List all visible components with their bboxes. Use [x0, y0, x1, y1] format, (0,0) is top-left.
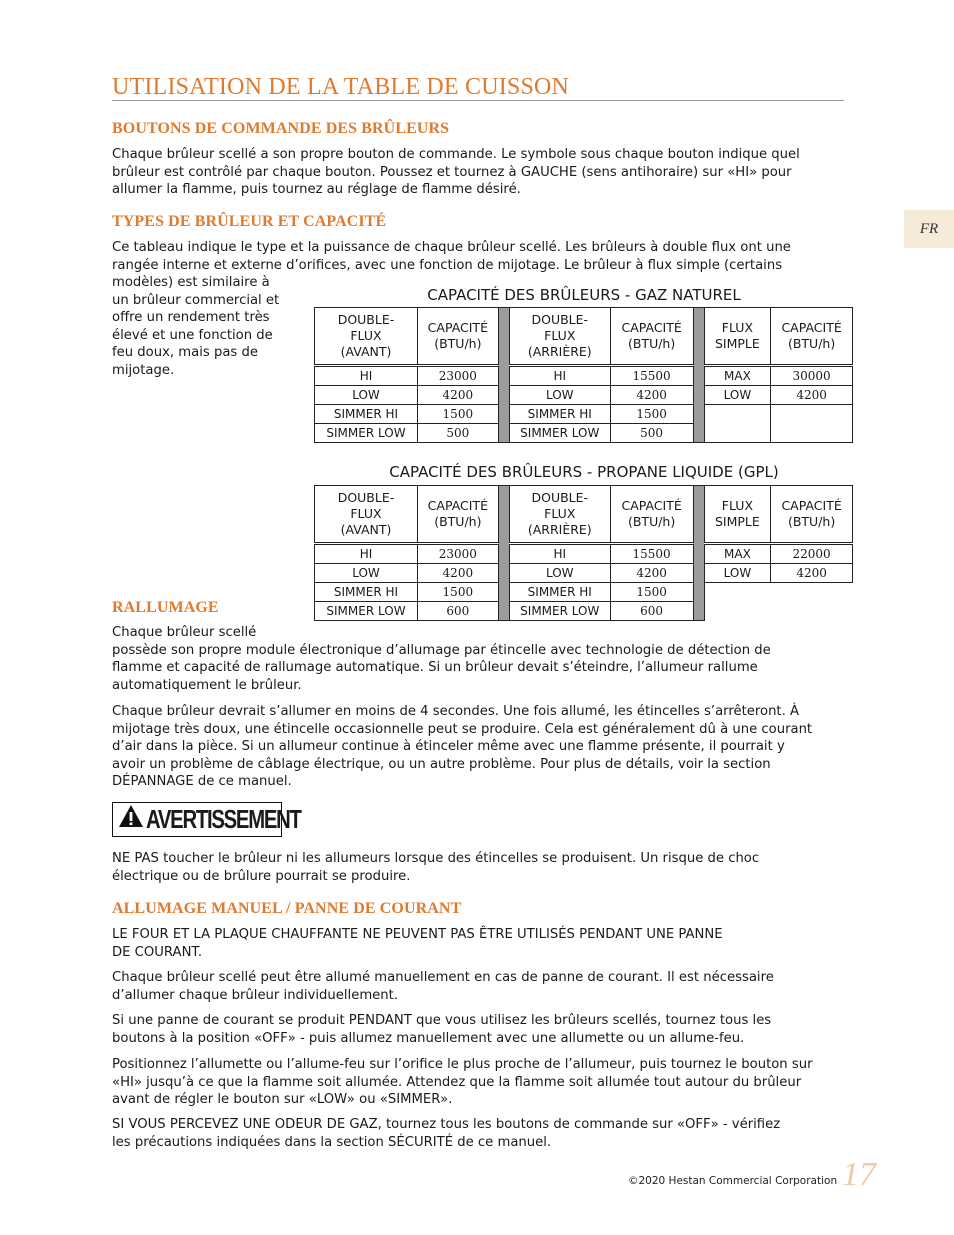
table-row: LOW 4200 LOW 4200 LOW 4200 — [315, 386, 853, 405]
text-line: Si une panne de courant se produit PENDANT que vous utilisez les brûleurs scellés, tournez tous les — [112, 1013, 772, 1028]
table-row: HI 23000 HI 15500 MAX 30000 — [315, 366, 853, 386]
text-line: électrique ou de brûlure pourrait se produire. — [112, 868, 411, 884]
header-rear: DOUBLE- FLUX (ARRIÈRE) — [509, 308, 610, 366]
text-line: LE FOUR ET LA PLAQUE CHAUFFANTE NE PEUVENT PAS ÊTRE UTILISÉS PENDANT UNE PANNE — [112, 927, 723, 942]
language-tab: FR — [904, 210, 954, 248]
text-line: d’allumer chaque brûleur individuellement. — [112, 987, 399, 1003]
text-line: allumer la flamme, puis tournez au réglage de flamme désiré. — [112, 182, 521, 197]
text-line: Chaque brûleur devrait s’allumer en moins de 4 secondes. Une fois allumé, les étincelles s’arrêteront. À — [112, 704, 799, 719]
column-gap — [693, 486, 704, 621]
header-capacity: CAPACITÉ (BTU/h) — [610, 308, 693, 366]
header-single: FLUX SIMPLE — [704, 486, 771, 544]
text-line: avoir un problème de câblage électrique, ou un autre problème. Pour plus de détails, voir la section — [112, 756, 771, 772]
paragraph-relight-b — [112, 703, 812, 791]
paragraph-manual-5 — [112, 1116, 780, 1151]
text-line: Positionnez l’allumette ou l’allume-feu sur l’orifice le plus proche de l’allumeur, puis tournez le bouton sur — [112, 1057, 813, 1072]
text-line: DÉPANNAGE de ce manuel. — [112, 774, 292, 789]
paragraph-manual-2 — [112, 969, 774, 1004]
text-line: rangée interne et externe d’orifices, avec une fonction de mijotage. Le brûleur à flux simple (certains — [112, 257, 783, 273]
header-front: DOUBLE- FLUX (AVANT) — [315, 308, 418, 366]
text-line: un brûleur commercial et — [112, 292, 280, 308]
text-line: SI VOUS PERCEVEZ UNE ODEUR DE GAZ, tournez tous les boutons de commande sur «OFF» - vérifiez — [112, 1117, 781, 1132]
text-line: feu doux, mais pas de — [112, 345, 258, 360]
column-gap — [498, 486, 509, 621]
heading-manual-lighting: ALLUMAGE MANUEL / PANNE DE COURANT — [112, 900, 462, 917]
column-gap — [498, 308, 509, 443]
page-number: 17 — [842, 1156, 876, 1193]
header-capacity: CAPACITÉ (BTU/h) — [417, 308, 498, 366]
heading-burner-types: TYPES DE BRÛLEUR ET CAPACITÉ — [112, 213, 387, 230]
table-natural-gas — [314, 307, 853, 443]
table-propane — [314, 485, 853, 621]
paragraph-warning — [112, 850, 759, 885]
text-line: avant de régler le bouton sur «LOW» ou «SIMMER». — [112, 1092, 453, 1107]
title-rule — [112, 100, 844, 101]
text-line: mijotage très doux, une étincelle occasionnelle peut se produire. Cela est généralement dû à une courant — [112, 721, 813, 737]
paragraph-relight-a — [112, 624, 771, 694]
text-line: possède son propre module électronique d’allumage par étincelle avec technologie de détection de — [112, 642, 771, 658]
table-row: LOW 4200 LOW 4200 LOW 4200 — [315, 564, 853, 583]
warning-text: AVERTISSEMENT — [146, 804, 301, 834]
column-gap — [693, 308, 704, 443]
header-capacity: CAPACITÉ (BTU/h) — [771, 486, 853, 544]
warning-label — [112, 802, 301, 837]
footer-copyright: ©2020 Hestan Commercial Corporation — [628, 1175, 838, 1187]
paragraph-manual-3 — [112, 1012, 771, 1047]
header-rear: DOUBLE- FLUX (ARRIÈRE) — [509, 486, 610, 544]
text-line: Chaque brûleur scellé a son propre bouton de commande. Le symbole sous chaque bouton indique quel — [112, 147, 800, 162]
header-capacity: CAPACITÉ (BTU/h) — [610, 486, 693, 544]
paragraph-manual-1 — [112, 926, 723, 961]
table-caption-natural-gas: CAPACITÉ DES BRÛLEURS - GAZ NATUREL — [427, 286, 741, 304]
text-line: boutons à la position «OFF» - puis allumez manuellement avec une allumette ou un allume-feu. — [112, 1030, 745, 1046]
header-front: DOUBLE- FLUX (AVANT) — [315, 486, 418, 544]
text-line: d’air dans la pièce. Si un allumeur continue à étinceler même avec une flamme présente, il pourrait y — [112, 739, 785, 754]
text-line: brûleur est contrôlé par chaque bouton. Poussez et tournez à GAUCHE (sens antihoraire) sur «HI» pour — [112, 164, 792, 180]
paragraph-manual-4 — [112, 1056, 813, 1109]
heading-relight: RALLUMAGE — [112, 599, 219, 616]
text-line: Chaque brûleur scellé peut être allumé manuellement en cas de panne de courant. Il est nécessaire — [112, 970, 774, 985]
text-line: flamme et capacité de rallumage automatique. Si un brûleur devait s’éteindre, l’allumeur rallume — [112, 660, 758, 675]
text-line: les précautions indiquées dans la section SÉCURITÉ de ce manuel. — [112, 1134, 552, 1150]
table-row: SIMMER HI 1500 SIMMER HI 1500 — [315, 583, 853, 602]
table-row: SIMMER LOW 500 SIMMER LOW 500 — [315, 424, 853, 443]
table-row: SIMMER LOW 600 SIMMER LOW 600 — [315, 602, 853, 621]
table-row: HI 23000 HI 15500 MAX 22000 — [315, 544, 853, 564]
table-row: SIMMER HI 1500 SIMMER HI 1500 — [315, 405, 853, 424]
text-line: DE COURANT. — [112, 944, 203, 960]
table-caption-propane: CAPACITÉ DES BRÛLEURS - PROPANE LIQUIDE (GPL) — [389, 463, 779, 481]
page-title: UTILISATION DE LA TABLE DE CUISSON — [112, 74, 570, 100]
heading-burner-knobs: BOUTONS DE COMMANDE DES BRÛLEURS — [112, 120, 450, 137]
text-line: offre un rendement très — [112, 310, 270, 325]
text-line: Ce tableau indique le type et la puissance de chaque brûleur scellé. Les brûleurs à double flux ont une — [112, 240, 791, 255]
text-line: élevé et une fonction de — [112, 327, 273, 343]
text-line: mijotage. — [112, 362, 175, 378]
header-single: FLUX SIMPLE — [704, 308, 771, 366]
text-line: automatiquement le brûleur. — [112, 677, 302, 693]
text-line: Chaque brûleur scellé — [112, 625, 257, 640]
text-line: «HI» jusqu’à ce que la flamme soit allumée. Attendez que la flamme soit allumée tout autour du brûleur — [112, 1074, 802, 1090]
text-line: NE PAS toucher le brûleur ni les allumeurs lorsque des étincelles se produisent. Un risque de choc — [112, 851, 760, 866]
paragraph-burner-knobs — [112, 146, 800, 199]
header-capacity: CAPACITÉ (BTU/h) — [417, 486, 498, 544]
header-capacity: CAPACITÉ (BTU/h) — [771, 308, 853, 366]
warning-triangle-icon — [118, 804, 144, 835]
text-line: modèles) est similaire à — [112, 275, 270, 290]
